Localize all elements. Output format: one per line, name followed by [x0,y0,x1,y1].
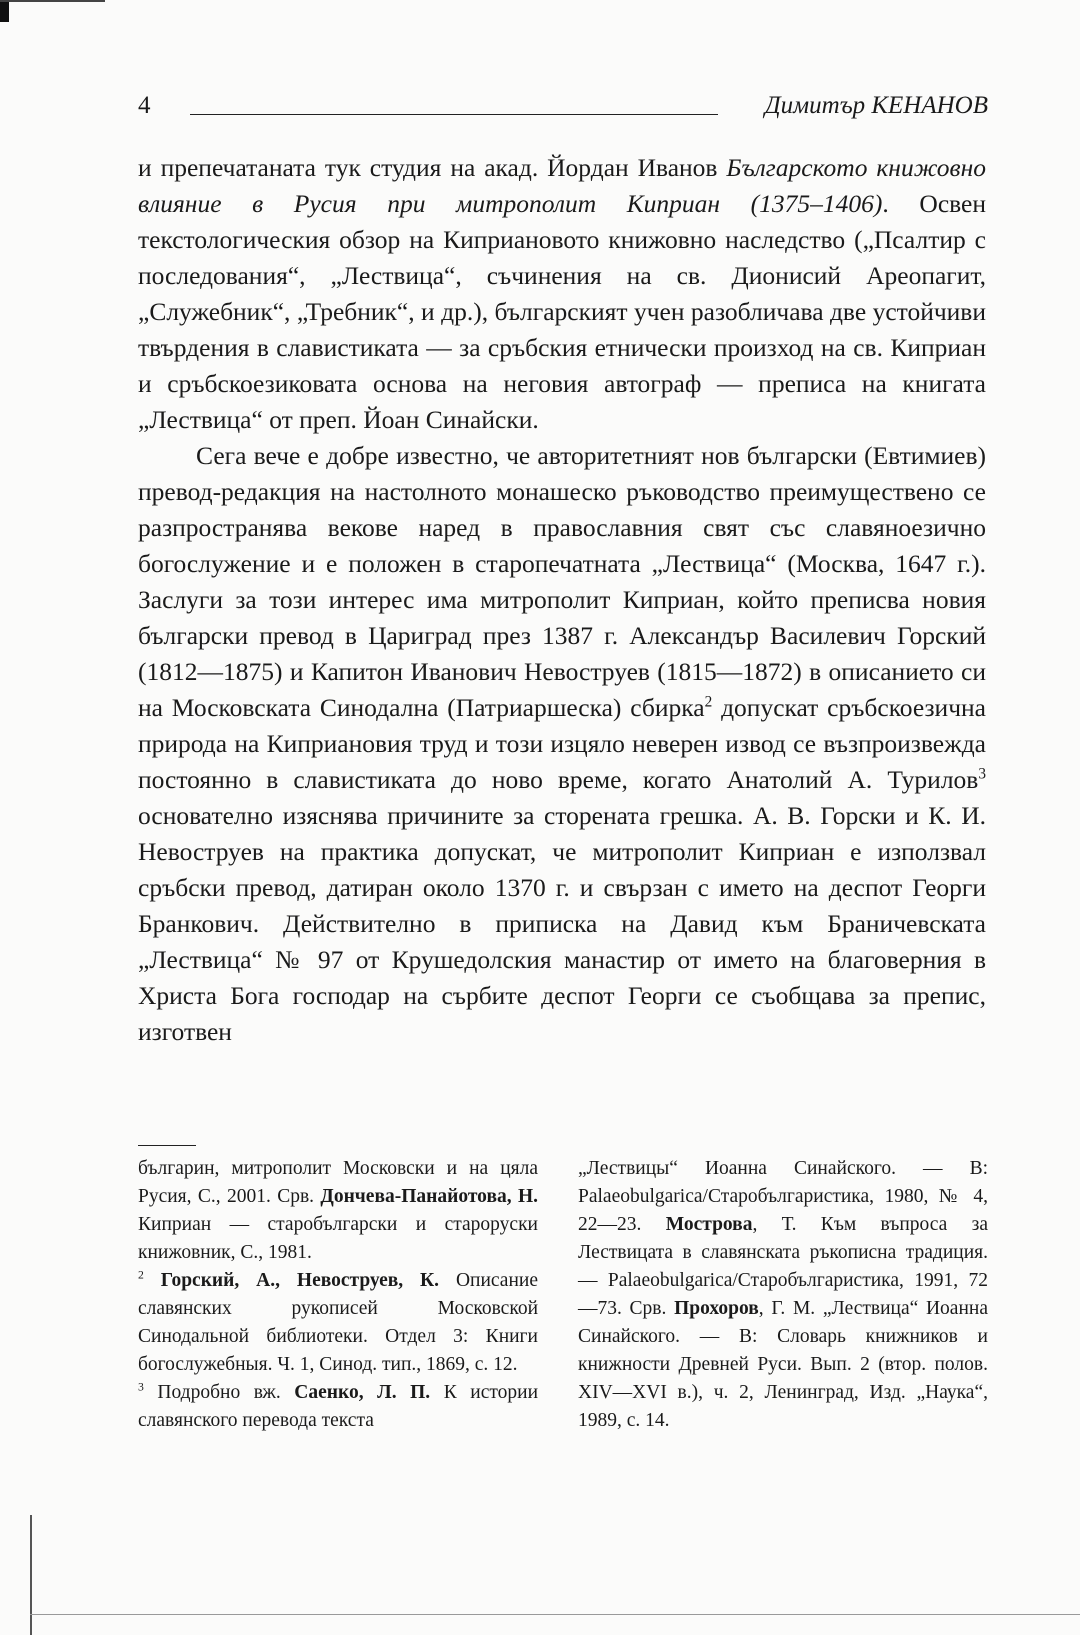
text-run: , Т. Към въпроса за Лествицата в славянската ръкописна традиция. — Palaeobulgarica/Старобългаристика, 1991, 72—73. Срв. [578,1214,989,1319]
text-run: . Освен текстологическия обзор на Киприановото книжовно наследство („Псалтир с последования“, „Лествица“, съчинения на св. Дионисий Ареопагит, „Служебник“, „Требник“, и др.), българският учен разобличава две устойчиви твърдения в славистиката — за сръбския етнически произход на св. Киприан и сръбскоезиковата основа на неговия автограф — преписа на книгата „Лествица“ от преп. Йоан Синайски. [138,189,986,434]
footnote-number: 3 [138,1380,144,1394]
paragraph-1 [138,150,986,438]
text-run: К истории славянского перевода текста [138,1382,539,1431]
header-rule [190,114,718,115]
author-name: Саенко, Л. П. [294,1382,431,1403]
scan-corner-mark [0,0,9,22]
text-run: „Лествицы“ Иоанна Синайского. — В: Palaeobulgarica/Старобългаристика, 1980, № 4, 22—23. [578,1158,988,1235]
footnote-number: 2 [138,1268,144,1282]
text-run: и препечатаната тук студия на акад. Йордан Иванов [138,153,727,182]
author-name: Дончева-Панайотова, Н. [320,1186,538,1207]
text-run: основателно изяснява причините за сторената грешка. А. В. Горски и К. И. Невоструев на практика допускат, че митрополит Киприан е използвал сръбски превод, датиран около 1370 г. и свързан с името на деспот Георги Бранкович. Действително в приписка на Давид към Браничевската „Лествица“ № 97 от Крушедолския манастир от името на благоверния в Христа Бога господар на сърбите деспот Георги се съобщава за препис, изготвен [138,801,986,1046]
text-run: Подробно вж. [143,1382,295,1403]
page-header [138,92,988,128]
book-title: Българското книжовно влияние в Русия при митрополит Киприан (1375–1406) [138,153,987,218]
author-name: Прохоров [674,1298,759,1319]
footnotes-right-column [578,1155,988,1435]
footnote-separator [138,1145,196,1146]
footnote-ref-3[interactable]: 3 [978,765,986,783]
text-run: Киприан — старобългарски и староруски книжовник, С., 1981. [138,1214,538,1263]
author-name: Горский, А., Невоструев, К. [160,1270,440,1291]
footnote-3-start [138,1379,538,1435]
page-number: 4 [138,92,151,119]
footnote-ref-2[interactable]: 2 [704,693,713,711]
text-run: Описание славянских рукописей Московской Синодальной библиотеки. Отдел 3: Книги богослужебныя. Ч. 1, Синод. тип., 1869, с. 12. [138,1270,538,1375]
text-run: , Г. М. „Лествица“ Иоанна Синайского. — В: Словарь книжников и книжности Древней Руси. Вып. 2 (втор. полов. XIV—XVI в.), ч. 2, Ленинград, Изд. „Наука“, 1989, с. 14. [578,1298,988,1431]
paragraph-2 [138,438,986,1050]
scan-edge-rule-left [30,1515,32,1635]
scan-edge-rule-bottom [30,1614,1080,1615]
footnotes-left-column [138,1155,538,1435]
text-run: българин, митрополит Московски и на цяла Русия, С., 2001. Срв. [138,1158,538,1207]
text-run: Сега вече е добре известно, че авторитетният нов български (Евтимиев) превод-редакция на настолното монашеско ръководство преимуществено се разпространява векове наред в православния свят със славяноезично богослужение и е положен в старопечатната „Лествица“ (Москва, 1647 г.). Заслуги за този интерес има митрополит Киприан, който преписва новия български превод в Цариград през 1387 г. Александър Василевич Горский (1812—1875) и Капитон Иванович Невоструев (1815—1872) в описанието си на Московската Синодална (Патриаршеска) сбирка [138,441,986,722]
main-text [138,150,986,1050]
scan-edge-rule [0,0,105,2]
author-name: Мострова [665,1214,753,1235]
footnote-3-continued [578,1155,988,1435]
footnote-2 [138,1267,538,1379]
text-run: допускат сръбскоезична природа на Киприановия труд и този изцяло неверен извод се възпроизвежда постоянно в славистиката до ново време, когато Анатолий А. Турилов [138,693,986,794]
footnote-continuation [138,1155,538,1267]
running-head: Димитър КЕНАНОВ [764,92,988,119]
